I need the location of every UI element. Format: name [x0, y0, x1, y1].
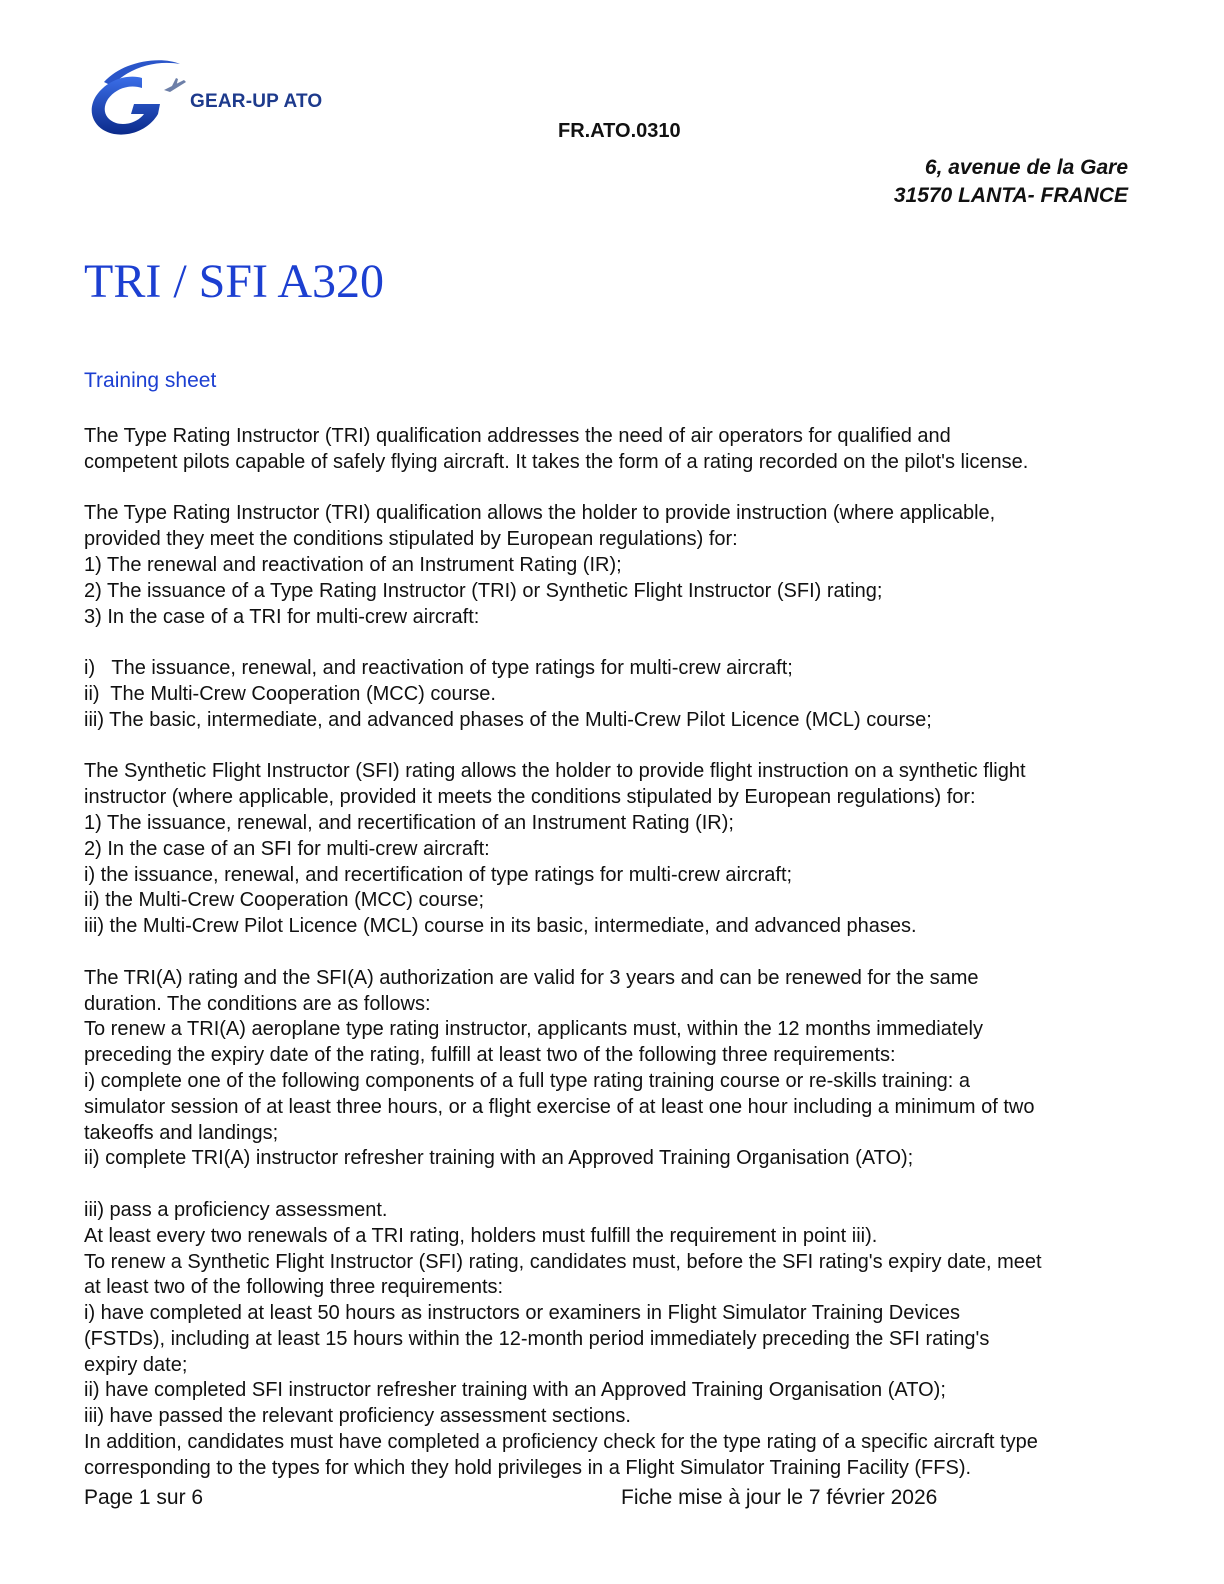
- address-line-2: 31570 LANTA- FRANCE: [893, 184, 1128, 207]
- logo-text: GEAR-UP ATO: [190, 91, 323, 112]
- body-line: duration. The conditions are as follows:: [84, 992, 431, 1015]
- body-line: iii) pass a proficiency assessment.: [84, 1198, 388, 1221]
- body-line: 1) The issuance, renewal, and recertification of an Instrument Rating (IR);: [84, 811, 734, 834]
- paragraph-gap: [84, 1172, 1144, 1198]
- body-line: ii) complete TRI(A) instructor refresher training with an Approved Training Organisation (ATO);: [84, 1147, 914, 1170]
- address-line-1: 6, avenue de la Gare: [924, 156, 1128, 179]
- body-line: provided they meet the conditions stipulated by European regulations) for:: [84, 528, 738, 551]
- body-line: i) have completed at least 50 hours as instructors or examiners in Flight Simulator Training Devices: [84, 1302, 960, 1325]
- body-line: The Synthetic Flight Instructor (SFI) rating allows the holder to provide flight instruction on a synthetic flight: [84, 760, 1026, 783]
- paragraph-gap: [84, 630, 1144, 656]
- body-text: [84, 424, 1144, 1482]
- address-block: [894, 154, 1128, 210]
- body-line: At least every two renewals of a TRI rating, holders must fulfill the requirement in point iii).: [84, 1224, 878, 1247]
- body-line: 1) The renewal and reactivation of an Instrument Rating (IR);: [84, 553, 622, 576]
- body-line: To renew a TRI(A) aeroplane type rating instructor, applicants must, within the 12 months immediately: [84, 1018, 983, 1041]
- body-line: 2) In the case of an SFI for multi-crew aircraft:: [84, 837, 490, 860]
- body-line: instructor (where applicable, provided it meets the conditions stipulated by European regulations) for:: [84, 786, 976, 809]
- body-line: iii) the Multi-Crew Pilot Licence (MCL) course in its basic, intermediate, and advanced phases.: [84, 915, 917, 938]
- last-updated: Fiche mise à jour le 7 février 2026: [621, 1486, 938, 1509]
- body-line: 3) In the case of a TRI for multi-crew aircraft:: [84, 605, 480, 628]
- body-line: corresponding to the types for which they hold privileges in a Flight Simulator Training Facility (FFS).: [84, 1456, 972, 1479]
- body-line: (FSTDs), including at least 15 hours within the 12-month period immediately preceding the SFI rating's: [84, 1327, 990, 1350]
- body-line: at least two of the following three requirements:: [84, 1276, 504, 1299]
- page-title: TRI / SFI A320: [84, 255, 385, 308]
- body-line: In addition, candidates must have completed a proficiency check for the type rating of a specific aircraft type: [84, 1431, 1038, 1454]
- body-line: i) The issuance, renewal, and reactivation of type ratings for multi-crew aircraft;: [84, 657, 793, 680]
- document-reference: FR.ATO.0310: [558, 120, 681, 142]
- body-line: The Type Rating Instructor (TRI) qualification addresses the need of air operators for qualified and: [84, 425, 951, 447]
- body-line: 2) The issuance of a Type Rating Instructor (TRI) or Synthetic Flight Instructor (SFI) rating;: [84, 579, 883, 602]
- body-line: takeoffs and landings;: [84, 1121, 279, 1144]
- page-number: Page 1 sur 6: [84, 1486, 204, 1509]
- body-line: The Type Rating Instructor (TRI) qualification allows the holder to provide instruction (where applicable,: [84, 502, 996, 525]
- body-line: i) the issuance, renewal, and recertification of type ratings for multi-crew aircraft;: [84, 863, 793, 886]
- body-line: iii) have passed the relevant proficiency assessment sections.: [84, 1405, 631, 1428]
- body-line: The TRI(A) rating and the SFI(A) authorization are valid for 3 years and can be renewed for the same: [84, 966, 979, 989]
- paragraph-gap: [84, 734, 1144, 760]
- body-line: expiry date;: [84, 1353, 188, 1376]
- body-line: i) complete one of the following components of a full type rating training course or re-skills training: a: [84, 1069, 971, 1092]
- body-line: competent pilots capable of safely flying aircraft. It takes the form of a rating recorded on the pilot's license.: [84, 450, 1029, 473]
- body-line: simulator session of at least three hours, or a flight exercise of at least one hour including a minimum of two: [84, 1095, 1035, 1118]
- body-line: preceding the expiry date of the rating, fulfill at least two of the following three requirements:: [84, 1044, 896, 1067]
- body-line: ii) The Multi-Crew Cooperation (MCC) course.: [84, 682, 496, 705]
- paragraph-gap: [84, 940, 1144, 966]
- body-line: To renew a Synthetic Flight Instructor (SFI) rating, candidates must, before the SFI rating's expiry date, meet: [84, 1250, 1042, 1273]
- body-line: ii) have completed SFI instructor refresher training with an Approved Training Organisation (ATO);: [84, 1379, 946, 1402]
- paragraph-gap: [84, 476, 1144, 502]
- company-logo: [84, 56, 344, 140]
- logo-g-icon: [84, 56, 194, 140]
- body-line: iii) The basic, intermediate, and advanced phases of the Multi-Crew Pilot Licence (MCL) course;: [84, 708, 932, 731]
- body-line: ii) the Multi-Crew Cooperation (MCC) course;: [84, 889, 485, 912]
- section-subtitle: Training sheet: [84, 369, 217, 392]
